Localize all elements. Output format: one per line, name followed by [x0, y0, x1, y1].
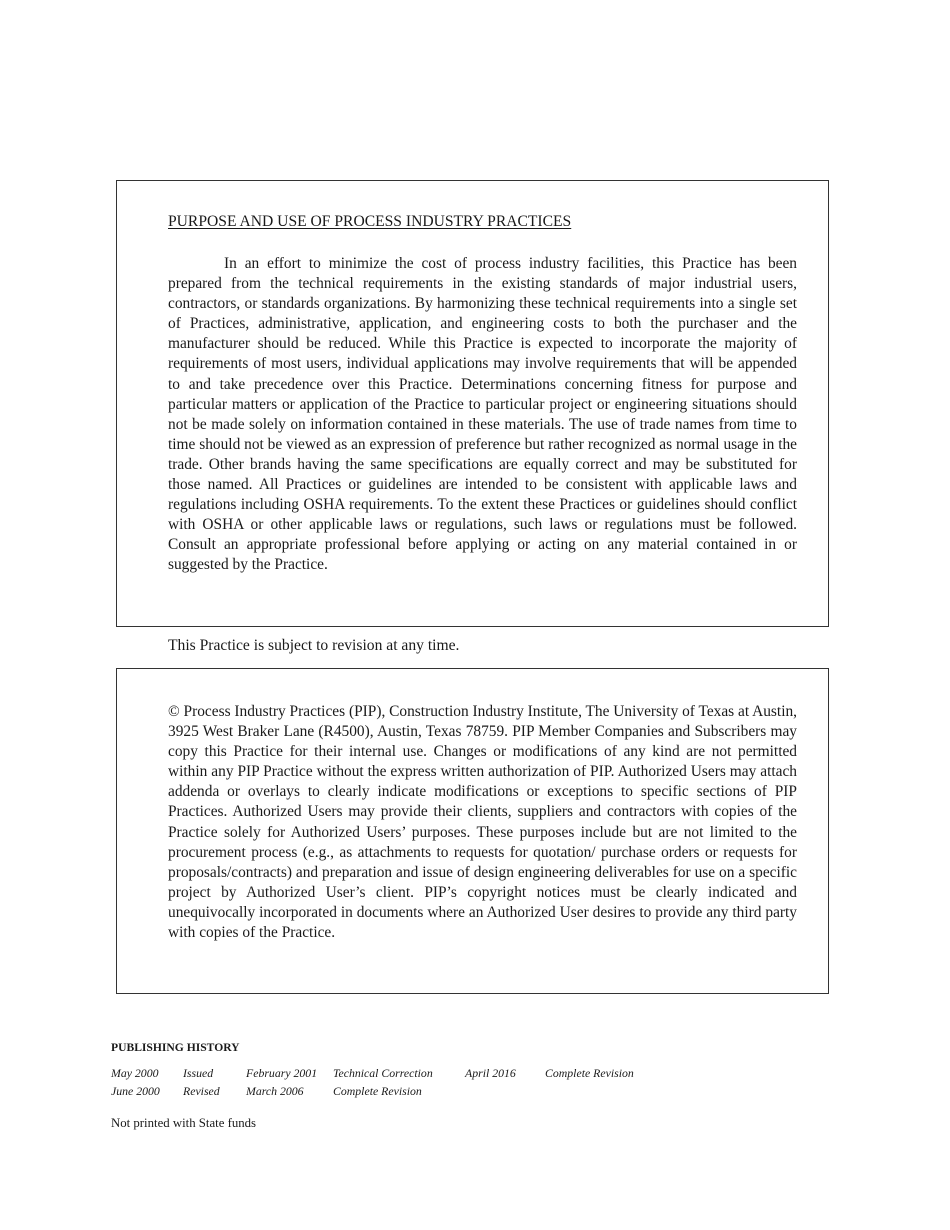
copyright-paragraph: © Process Industry Practices (PIP), Construction Industry Institute, The University of Texas at Austin, 3925 West Braker Lane (R4500), Austin, Texas 78759. PIP Member Companies and Subscribers may copy this Practice for their internal use. Changes or modifications of any kind are not permitted within any PIP Practice without the express written authorization of PIP. Authorized Users may attach addenda or overlays to clearly indicate modifications or exceptions to specific sections of PIP Practices. Authorized Users may provide their clients, suppliers and contractors with copies of the Practice solely for Authorized Users’ purposes. These purposes include but are not limited to the procurement process (e.g., as attachments to requests for quotation/ purchase orders or requests for proposals/contracts) and preparation and issue of design engineering deliverables for use on a specific project by Authorized User’s client. PIP’s copyright notices must be clearly indicated and unequivocally incorporated in documents where an Authorized User desires to provide any third party with copies of the Practice.: [168, 703, 798, 942]
history-date: April 2016: [465, 1066, 516, 1080]
footer-note: Not printed with State funds: [111, 1116, 257, 1130]
revision-note: This Practice is subject to revision at any time.: [168, 637, 460, 654]
history-action: Technical Correction: [333, 1066, 433, 1080]
history-row: [0, 1084, 950, 1100]
purpose-box: [116, 180, 829, 627]
purpose-heading: PURPOSE AND USE OF PROCESS INDUSTRY PRACTICES: [168, 213, 572, 230]
history-action: Complete Revision: [545, 1066, 634, 1080]
history-date: March 2006: [246, 1084, 304, 1098]
history-date: June 2000: [111, 1084, 160, 1098]
copyright-box: [116, 668, 829, 994]
history-date: May 2000: [111, 1066, 159, 1080]
history-date: February 2001: [246, 1066, 318, 1080]
publishing-history-heading: PUBLISHING HISTORY: [111, 1041, 240, 1054]
purpose-paragraph: In an effort to minimize the cost of process industry facilities, this Practice has been prepared from the technical requirements in the existing standards of major industrial users, contractors, or standards organizations. By harmonizing these technical requirements into a single set of Practices, administrative, application, and engineering costs to both the purchaser and the manufacturer should be reduced. While this Practice is expected to incorporate the majority of requirements of most users, individual applications may involve requirements that will be appended to and take precedence over this Practice. Determinations concerning fitness for purpose and particular matters or application of the Practice to particular project or engineering situations should not be made solely on information contained in these materials. The use of trade names from time to time should not be viewed as an expression of preference but rather recognized as normal usage in the trade. Other brands having the same specifications are equally correct and may be substituted for those named. All Practices or guidelines are intended to be consistent with applicable laws and regulations including OSHA requirements. To the extent these Practices or guidelines should conflict with OSHA or other applicable laws or regulations, such laws or regulations must be followed. Consult an appropriate professional before applying or acting on any material contained in or suggested by the Practice.: [168, 255, 797, 574]
history-action: Revised: [183, 1084, 220, 1098]
history-row: [0, 1066, 950, 1082]
history-action: Issued: [183, 1066, 214, 1080]
history-action: Complete Revision: [333, 1084, 422, 1098]
